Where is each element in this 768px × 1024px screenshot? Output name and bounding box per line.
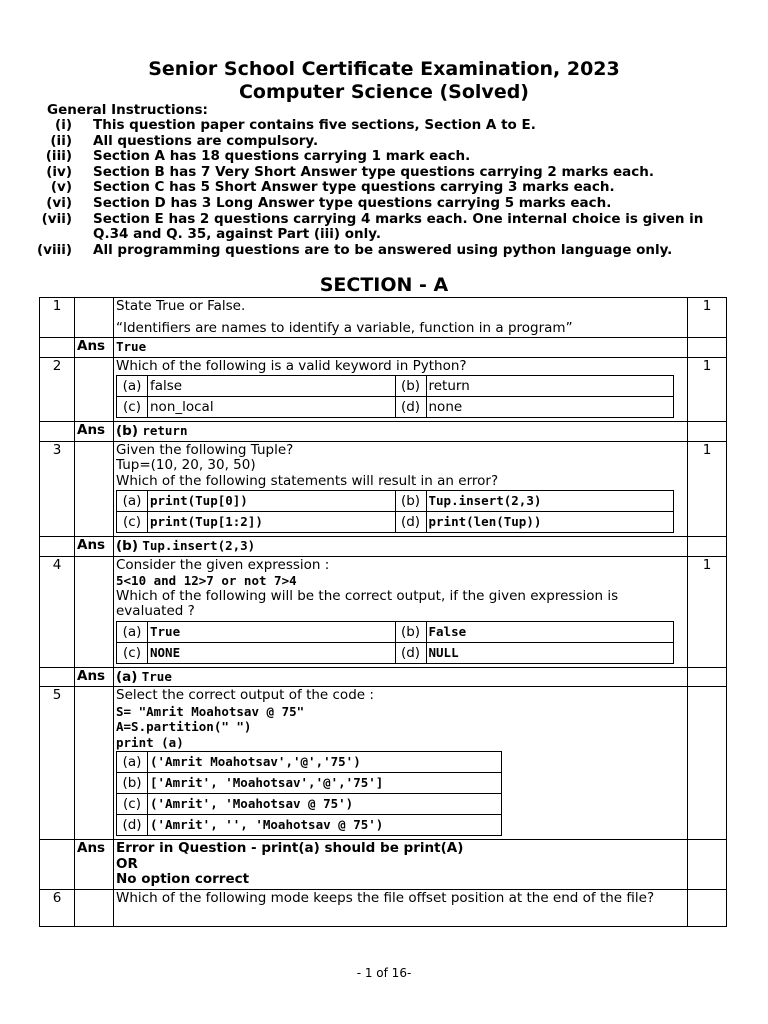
option-text: none	[426, 397, 674, 418]
instruction-num: (vi)	[46, 194, 72, 211]
answer-cell	[114, 667, 688, 687]
option-text: NONE	[148, 642, 396, 663]
empty-cell	[688, 687, 727, 840]
instruction-num: (i)	[55, 117, 72, 133]
option-text: ('Amrit', 'Moahotsav @ 75')	[148, 794, 502, 815]
empty-cell	[40, 338, 75, 358]
instruction-num: (iii)	[45, 148, 72, 165]
instruction-text: All programming questions are to be answered using python language only.	[93, 241, 673, 258]
option-text: print(Tup[1:2])	[148, 512, 396, 533]
question-line: Select the correct output of the code :	[116, 687, 374, 703]
answer-row	[40, 840, 727, 890]
options-table	[116, 375, 674, 418]
option-text: Tup.insert(2,3)	[426, 491, 674, 512]
empty-cell	[688, 667, 727, 687]
question-line: Which of the following is a valid keyword in Python?	[116, 357, 467, 374]
section-title: SECTION - A	[319, 274, 449, 296]
code-line: S= "Amrit Moahotsav @ 75"	[116, 703, 305, 719]
question-text	[114, 687, 688, 840]
answer-line: OR	[116, 855, 138, 872]
empty-cell	[75, 889, 114, 926]
option-text: NULL	[426, 642, 674, 663]
instruction-num: (ii)	[50, 132, 72, 149]
answer-cell	[114, 422, 688, 442]
question-number: 5	[40, 687, 75, 840]
option-text: print(Tup[0])	[148, 491, 396, 512]
question-line: Consider the given expression :	[116, 556, 330, 573]
empty-cell	[40, 840, 75, 890]
instruction-item	[30, 134, 730, 150]
code-line: print (a)	[116, 734, 184, 750]
instruction-item	[30, 165, 730, 181]
empty-cell	[75, 441, 114, 537]
option-text: print(len(Tup))	[426, 512, 674, 533]
instruction-text: All questions are compulsory.	[93, 132, 319, 149]
code-line: 5<10 and 12>7 or not 7>4	[116, 573, 297, 588]
option-text: True	[148, 621, 396, 642]
answer-cell	[114, 840, 688, 890]
option-label: (b)	[117, 773, 148, 794]
ans-label: Ans	[75, 422, 114, 442]
instruction-text: Section D has 3 Long Answer type questions carrying 5 marks each.	[93, 194, 612, 211]
question-number: 1	[40, 298, 75, 338]
marks: 1	[688, 556, 727, 667]
question-text	[114, 556, 688, 667]
question-text	[114, 298, 688, 338]
question-row	[40, 441, 727, 537]
question-row	[40, 556, 727, 667]
option-text: return	[426, 376, 674, 397]
answer-row	[40, 338, 727, 358]
answer-row	[40, 422, 727, 442]
answer-option: (b)	[116, 538, 139, 554]
empty-cell	[688, 422, 727, 442]
option-text: ('Amrit', '', 'Moahotsav @ 75')	[148, 815, 502, 836]
options-table	[116, 490, 674, 533]
instruction-item	[30, 118, 730, 134]
option-label: (a)	[117, 752, 148, 773]
answer-row	[40, 537, 727, 557]
options-table	[116, 621, 674, 664]
question-line: Tup=(10, 20, 30, 50)	[116, 457, 256, 473]
question-table	[39, 297, 727, 927]
instruction-num: (iv)	[46, 163, 72, 180]
empty-cell	[688, 537, 727, 557]
empty-cell	[688, 889, 727, 926]
instruction-item	[30, 243, 730, 259]
instruction-item	[30, 180, 730, 196]
option-text: ('Amrit Moahotsav','@','75')	[148, 752, 502, 773]
page-number: - 1 of 16-	[356, 966, 412, 980]
question-row	[40, 687, 727, 840]
instruction-item	[30, 196, 730, 212]
code-line: A=S.partition(" ")	[116, 719, 252, 734]
instruction-num: (vii)	[41, 210, 72, 227]
question-text	[114, 441, 688, 537]
question-number: 3	[40, 441, 75, 537]
marks: 1	[688, 298, 727, 338]
answer-text: Tup.insert(2,3)	[142, 538, 256, 553]
empty-cell	[75, 687, 114, 840]
ans-label: Ans	[75, 667, 114, 687]
question-number: 4	[40, 556, 75, 667]
question-line: Which of the following statements will result in an error?	[116, 472, 499, 489]
instruction-text: This question paper contains five sections, Section A to E.	[93, 117, 536, 133]
question-line: State True or False.	[116, 298, 246, 314]
instruction-text: Section E has 2 questions carrying 4 marks each. One internal choice is given in Q.34 and Q. 35, against Part (iii) only.	[93, 210, 704, 243]
ans-label: Ans	[75, 840, 114, 890]
question-line: Which of the following will be the correct output, if the given expression is evaluated ?	[116, 587, 619, 619]
answer-text: True	[116, 339, 147, 354]
question-row	[40, 357, 727, 422]
exam-title: Senior School Certificate Examination, 2023	[148, 58, 620, 80]
question-row	[40, 298, 727, 338]
empty-cell	[75, 298, 114, 338]
option-label: (d)	[395, 397, 426, 418]
option-text: false	[148, 376, 396, 397]
marks: 1	[688, 357, 727, 422]
instruction-num: (v)	[50, 179, 72, 196]
answer-option: (a)	[116, 668, 138, 685]
ans-label: Ans	[75, 338, 114, 358]
question-line: “Identifiers are names to identify a variable, function in a program”	[116, 319, 573, 336]
answer-text: True	[141, 668, 172, 684]
instruction-text: Section A has 18 questions carrying 1 mark each.	[93, 148, 471, 165]
answer-line: Error in Question - print(a) should be print(A)	[116, 840, 464, 856]
empty-cell	[40, 667, 75, 687]
instruction-item	[30, 212, 730, 243]
option-label: (d)	[117, 815, 148, 836]
option-label: (c)	[117, 512, 148, 533]
answer-line: No option correct	[116, 871, 250, 887]
option-label: (b)	[395, 376, 426, 397]
ans-label: Ans	[75, 537, 114, 557]
option-label: (d)	[395, 512, 426, 533]
answer-row	[40, 667, 727, 687]
option-label: (b)	[395, 491, 426, 512]
option-label: (a)	[117, 491, 148, 512]
instruction-text: Section B has 7 Very Short Answer type questions carrying 2 marks each.	[93, 163, 655, 180]
option-text: non_local	[148, 397, 396, 418]
options-table	[116, 751, 502, 836]
option-text: ['Amrit', 'Moahotsav','@','75']	[148, 773, 502, 794]
answer-cell	[114, 537, 688, 557]
instructions-heading: General Instructions:	[47, 102, 208, 118]
question-number: 2	[40, 357, 75, 422]
empty-cell	[688, 840, 727, 890]
question-line: Given the following Tuple?	[116, 441, 294, 458]
option-label: (c)	[117, 794, 148, 815]
exam-subtitle: Computer Science (Solved)	[238, 81, 529, 103]
question-text: Which of the following mode keeps the file offset position at the end of the file?	[114, 889, 688, 926]
instruction-text: Section C has 5 Short Answer type questions carrying 3 marks each.	[93, 179, 615, 196]
option-label: (c)	[117, 397, 148, 418]
instruction-num: (viii)	[36, 241, 72, 258]
option-label: (c)	[117, 642, 148, 663]
option-text: False	[426, 621, 674, 642]
answer-option: (b)	[116, 423, 139, 439]
question-row	[40, 889, 727, 926]
empty-cell	[688, 338, 727, 358]
option-label: (b)	[395, 621, 426, 642]
empty-cell	[75, 357, 114, 422]
empty-cell	[75, 556, 114, 667]
empty-cell	[40, 537, 75, 557]
instruction-item	[30, 149, 730, 165]
answer-text: return	[142, 423, 188, 438]
option-label: (d)	[395, 642, 426, 663]
option-label: (a)	[117, 621, 148, 642]
marks: 1	[688, 441, 727, 537]
question-number: 6	[40, 889, 75, 926]
empty-cell	[40, 422, 75, 442]
question-text	[114, 357, 688, 422]
instructions-list	[30, 118, 730, 258]
answer-cell	[114, 338, 688, 358]
option-label: (a)	[117, 376, 148, 397]
